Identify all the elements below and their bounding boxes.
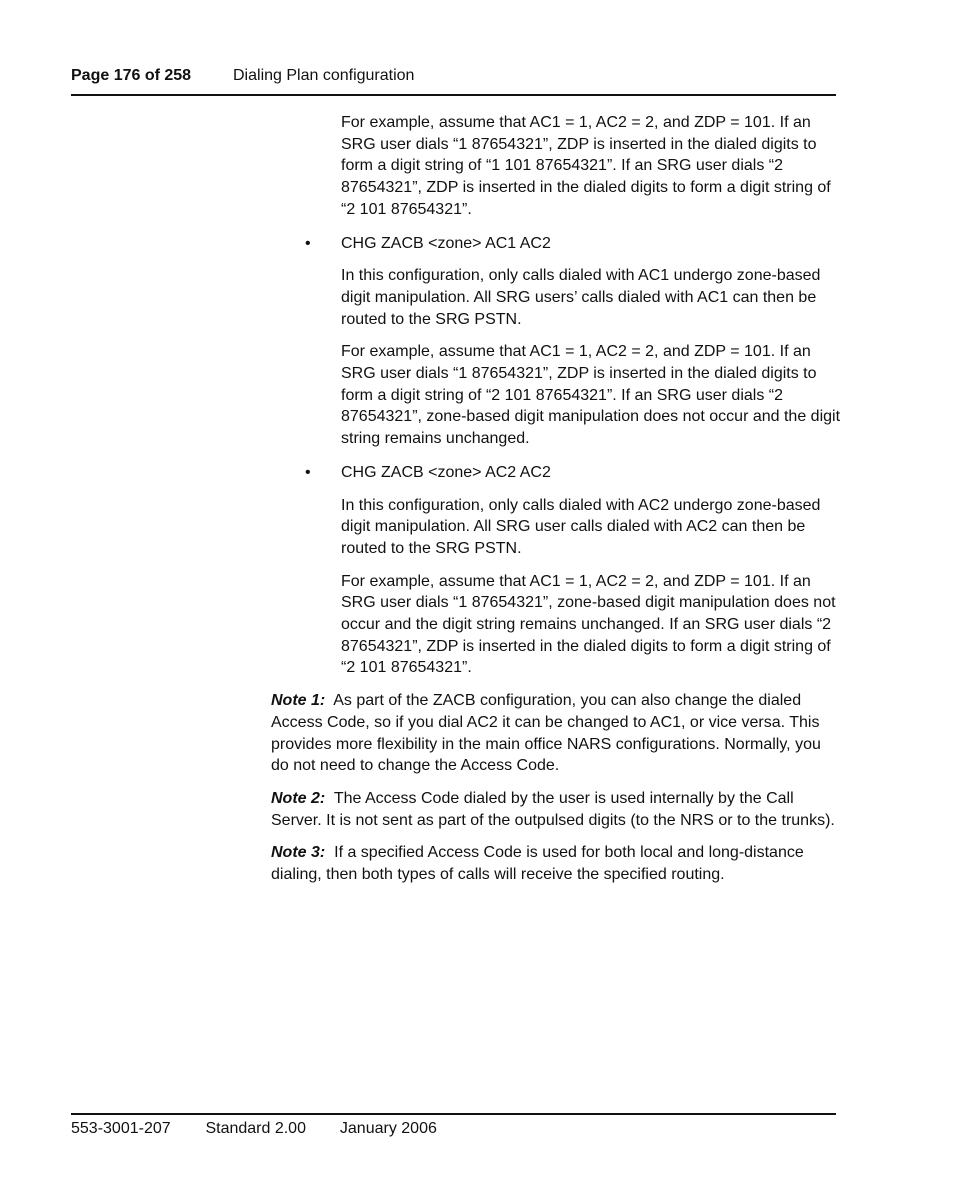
paragraph-example-3: For example, assume that AC1 = 1, AC2 = 2, and ZDP = 101. If an SRG user dials “1 87654321”, zone-based digit manipulation does not occur and the digit string remains unchanged. If an SRG user dials “2 87654321”, ZDP is inserted in the dialed digits to form a digit string of “2 101 87654321”. bbox=[341, 572, 836, 677]
note-1 bbox=[271, 690, 841, 777]
note-2 bbox=[271, 788, 841, 831]
page-content bbox=[271, 112, 841, 886]
bullet-item-1-text: CHG ZACB <zone> AC1 AC2 bbox=[341, 234, 551, 252]
note-3-text: If a specified Access Code is used for both local and long-distance dialing, then both types of calls will receive the specified routing. bbox=[271, 844, 804, 884]
note-3 bbox=[271, 842, 841, 885]
paragraph-example-1: For example, assume that AC1 = 1, AC2 = 2, and ZDP = 101. If an SRG user dials “1 87654321”, ZDP is inserted in the dialed digits to form a digit string of “1 101 87654321”. If an SRG user dials “2 87654321”, ZDP is inserted in the dialed digits to form a digit string of “2 101 87654321”. bbox=[341, 114, 831, 218]
section-title: Dialing Plan configuration bbox=[233, 67, 415, 84]
document-number: 553-3001-207 bbox=[71, 1120, 171, 1137]
note-1-label: Note 1: bbox=[271, 692, 326, 710]
paragraph-config-2: In this configuration, only calls dialed with AC2 undergo zone-based digit manipulation. All SRG user calls dialed with AC2 can then be routed to the SRG PSTN. bbox=[341, 496, 821, 557]
paragraph-example-2: For example, assume that AC1 = 1, AC2 = 2, and ZDP = 101. If an SRG user dials “1 87654321”, ZDP is inserted in the dialed digits to form a digit string of “2 101 87654321”. If an SRG user dials “2 87654321”, zone-based digit manipulation does not occur and the digit string remains unchanged. bbox=[341, 343, 841, 448]
page-header bbox=[71, 64, 836, 96]
standard-version: Standard 2.00 bbox=[205, 1120, 306, 1137]
note-1-text: As part of the ZACB configuration, you can also change the dialed Access Code, so if you dial AC2 it can be changed to AC1, or vice versa. This provides more flexibility in the main office NARS configurations. Normally, you do not need to change the Access Code. bbox=[271, 692, 821, 775]
bullet-icon: • bbox=[305, 463, 311, 481]
note-2-text: The Access Code dialed by the user is used internally by the Call Server. It is not sent as part of the outpulsed digits (to the NRS or to the trunks). bbox=[271, 789, 835, 829]
publication-date: January 2006 bbox=[339, 1120, 437, 1137]
bullet-item-1 bbox=[305, 233, 841, 255]
note-3-label: Note 3: bbox=[271, 844, 326, 862]
bullet-item-2-text: CHG ZACB <zone> AC2 AC2 bbox=[341, 463, 551, 481]
bullet-icon: • bbox=[305, 234, 311, 252]
note-2-label: Note 2: bbox=[271, 789, 326, 807]
page-number: Page 176 of 258 bbox=[71, 67, 192, 84]
bullet-item-2 bbox=[305, 462, 841, 484]
page-footer bbox=[71, 1113, 836, 1138]
paragraph-config-1: In this configuration, only calls dialed with AC1 undergo zone-based digit manipulation. All SRG users’ calls dialed with AC1 can then be routed to the SRG PSTN. bbox=[341, 267, 821, 328]
